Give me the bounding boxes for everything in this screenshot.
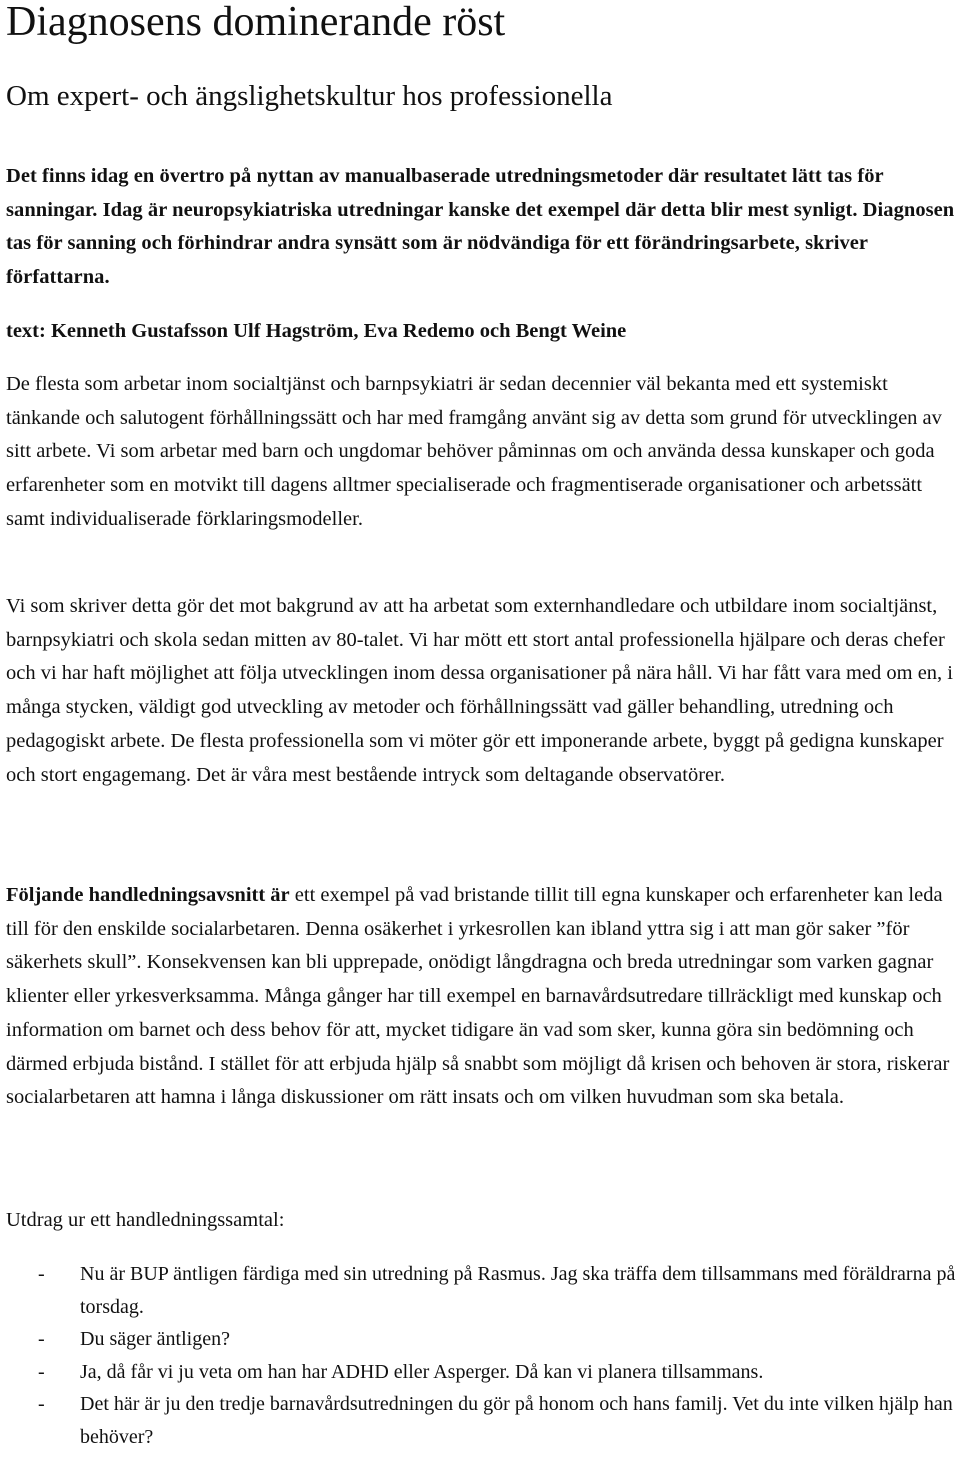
body-paragraph-1: De flesta som arbetar inom socialtjänst och barnpsykiatri är sedan decennier väl bekanta med ett systemiskt tänkande och salutogent förhållningssätt och har med framgång använt sig av detta som grund för utvecklingen av sitt arbete. Vi som arbetar med barn och ungdomar behöver påminnas om och använda dessa kunskaper och goda erfarenheter som en motvikt till dagens alltmer specialiserade och fragmentiserade organisationer och arbetssätt samt individualiserade förklaringsmodeller.	[6, 373, 942, 530]
dialogue-text: Ja, då får vi ju veta om han har ADHD eller Asperger. Då kan vi planera tillsammans.	[80, 1360, 764, 1383]
dialogue-text: Du säger äntligen?	[80, 1328, 230, 1350]
body-paragraph-2: Vi som skriver detta gör det mot bakgrund av att ha arbetat som externhandledare och utbildare inom socialtjänst, barnpsykiatri och skola sedan mitten av 80-talet. Vi har mött ett stort antal professionella hjälpare och deras chefer och vi har haft möjlighet att följa utvecklingen inom dessa organisationer på nära håll. Vi har fått vara med om en, i många stycken, väldigt god utveckling av metoder och förhållningssätt vad gäller behandling, utredning och pedagogiskt arbete. De flesta professionella som vi möter gör ett imponerande arbete, byggt på gedigna kunskaper och stort engagemang. Det är våra mest bestående intryck som deltagande observatörer.	[6, 595, 953, 786]
article-title: Diagnosens dominerande röst	[6, 0, 506, 45]
dialogue-list	[6, 1258, 958, 1453]
body-paragraph-3	[6, 879, 958, 1115]
dash-marker: -	[38, 1360, 45, 1383]
excerpt-heading: Utdrag ur ett handledningssamtal:	[6, 1209, 285, 1231]
paragraph-3-text: ett exempel på vad bristande tillit till egna kunskaper och erfarenheter kan leda till för den enskilde socialarbetaren. Denna osäkerhet i yrkesrollen kan ibland yttra sig i att man gör saker ”för säkerhets skull”. Konsekvensen kan bli upprepade, onödigt långdragna och breda utredningar som varken gagnar klienter eller yrkesverksamma. Många gånger har till exempel en barnavårdsutredare tillräckligt med kunskap och information om barnet och dess behov för att, mycket tidigare än vad som sker, kunna göra sin bedömning och därmed erbjuda bistånd. I stället för att erbjuda hjälp så snabbt som möjligt då krisen och behoven är stora, riskerar socialarbetaren att hamna i långa diskussioner om rätt insats och om vilken huvudman som ska betala.	[6, 884, 950, 1109]
dash-marker: -	[38, 1263, 45, 1285]
dialogue-line	[6, 1388, 958, 1453]
dialogue-line	[6, 1258, 958, 1323]
article-subtitle: Om expert- och ängslighetskultur hos professionella	[6, 80, 613, 112]
article-byline: text: Kenneth Gustafsson Ulf Hagström, Eva Redemo och Bengt Weine	[6, 320, 627, 342]
dialogue-line	[6, 1356, 958, 1389]
dash-marker: -	[38, 1393, 45, 1415]
dialogue-text: Det här är ju den tredje barnavårdsutredningen du gör på honom och hans familj. Vet du inte vilken hjälp han behöver?	[80, 1393, 953, 1448]
dialogue-text: Nu är BUP äntligen färdiga med sin utredning på Rasmus. Jag ska träffa dem tillsammans med föräldrarna på torsdag.	[80, 1263, 956, 1318]
dash-marker: -	[38, 1328, 45, 1350]
dialogue-line	[6, 1323, 958, 1356]
paragraph-3-bold-intro: Följande handledningsavsnitt är	[6, 884, 290, 906]
article-lead: Det finns idag en övertro på nyttan av manualbaserade utredningsmetoder där resultatet lätt tas för sanningar. Idag är neuropsykiatriska utredningar kanske det exempel där detta blir mest synligt. Diagnosen tas för sanning och förhindrar andra synsätt som är nödvändiga för ett förändringsarbete, skriver författarna.	[6, 165, 955, 288]
